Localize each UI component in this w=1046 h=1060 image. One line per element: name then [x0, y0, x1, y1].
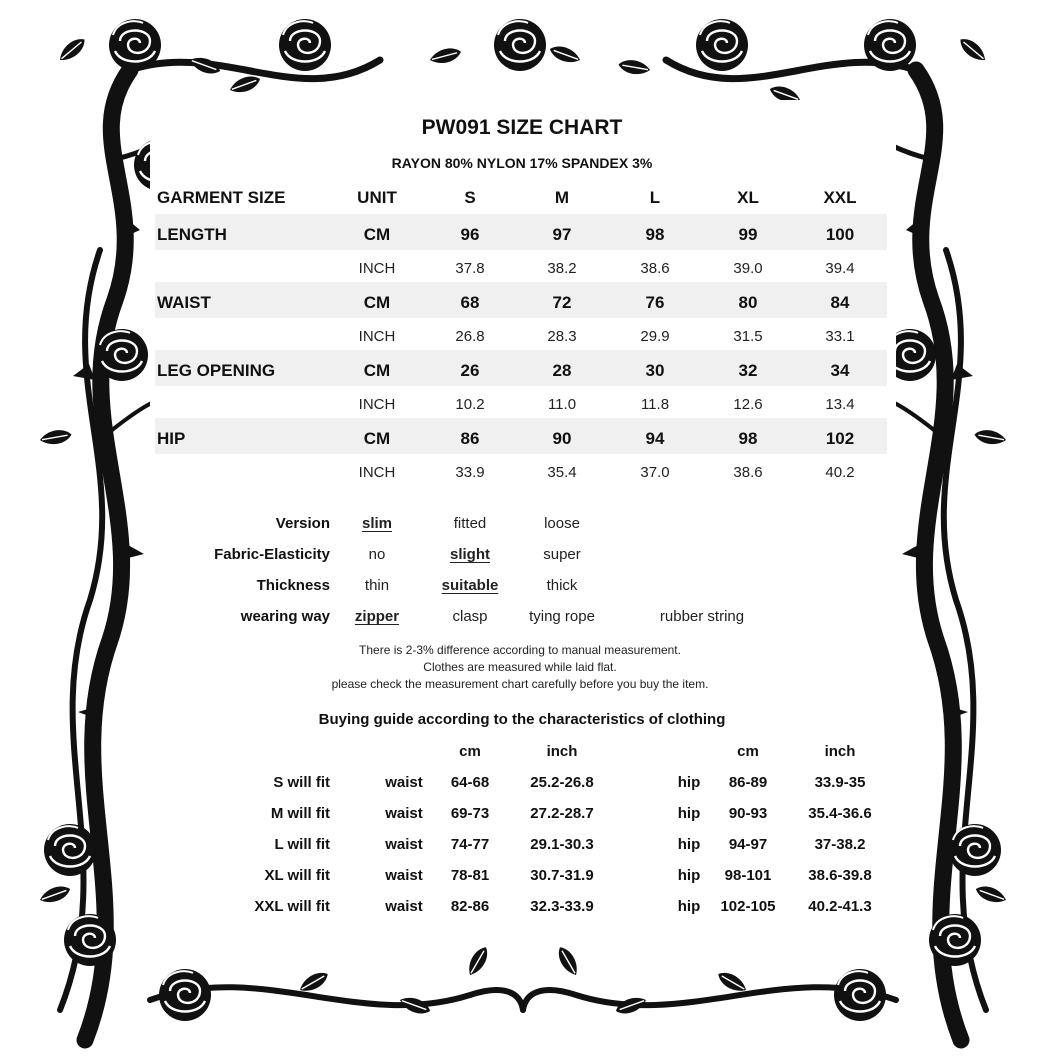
table-cell-inch: 33.9: [455, 464, 485, 481]
cm-row-band: [155, 214, 887, 250]
guide-waist-label: waist: [385, 805, 423, 822]
measurement-name: WAIST: [157, 293, 211, 312]
property-option: thin: [364, 577, 390, 594]
guide-size: L will fit: [274, 836, 330, 853]
unit-cm: CM: [363, 293, 391, 312]
table-cell-cm: 84: [830, 293, 850, 312]
table-cell-inch: 29.9: [640, 328, 670, 345]
table-cell-cm: 94: [645, 429, 665, 448]
table-cell-cm: 34: [830, 361, 850, 380]
guide-col-waist-inch: inch: [546, 743, 578, 760]
property-option: fitted: [453, 515, 487, 532]
unit-cm: CM: [363, 225, 391, 244]
guide-hip-label: hip: [677, 898, 701, 915]
property-label: Version: [275, 515, 330, 532]
property-option: super: [543, 546, 581, 563]
guide-waist-inch: 32.3-33.9: [530, 898, 594, 915]
property-option: clasp: [452, 608, 488, 625]
guide-waist-inch: 29.1-30.3: [530, 836, 594, 853]
property-option-selected: slight: [450, 546, 490, 563]
guide-hip-label: hip: [677, 836, 701, 853]
guide-waist-inch: 30.7-31.9: [530, 867, 594, 884]
guide-waist-cm: 82-86: [450, 898, 490, 915]
guide-hip-cm: 98-101: [724, 867, 772, 884]
table-cell-inch: 39.4: [825, 260, 855, 277]
property-label: Fabric-Elasticity: [214, 546, 330, 563]
guide-hip-inch: 38.6-39.8: [808, 867, 872, 884]
table-cell-cm: 68: [460, 293, 480, 312]
table-cell-cm: 98: [738, 429, 758, 448]
table-cell-cm: 28: [552, 361, 572, 380]
guide-waist-inch: 25.2-26.8: [530, 774, 594, 791]
header-col: M: [554, 188, 570, 207]
guide-waist-cm: 64-68: [450, 774, 490, 791]
guide-waist-label: waist: [385, 867, 423, 884]
table-cell-inch: 33.1: [825, 328, 855, 345]
table-cell-cm: 72: [552, 293, 572, 312]
table-cell-inch: 13.4: [825, 396, 855, 413]
table-cell-inch: 40.2: [825, 464, 855, 481]
guide-col-hip-cm: cm: [737, 743, 759, 760]
property-option: loose: [544, 515, 580, 532]
unit-inch: INCH: [358, 260, 396, 277]
table-cell-inch: 38.6: [640, 260, 670, 277]
measurement-name: HIP: [157, 429, 186, 448]
property-option-selected: suitable: [441, 577, 499, 594]
table-cell-cm: 100: [825, 225, 855, 244]
guide-hip-label: hip: [677, 805, 701, 822]
table-cell-cm: 96: [460, 225, 480, 244]
guide-waist-inch: 27.2-28.7: [530, 805, 594, 822]
measurement-name: LEG OPENING: [157, 361, 276, 380]
table-cell-cm: 99: [738, 225, 758, 244]
header-col: XXL: [823, 188, 857, 207]
table-cell-inch: 38.2: [547, 260, 577, 277]
note-line-1: There is 2-3% difference according to manual measurement.: [359, 643, 681, 657]
header-col: L: [649, 188, 661, 207]
table-cell-inch: 28.3: [547, 328, 577, 345]
property-option: rubber string: [659, 608, 745, 625]
table-cell-cm: 76: [645, 293, 665, 312]
note-line-3: please check the measurement chart carefully before you buy the item.: [331, 677, 709, 691]
table-cell-inch: 10.2: [455, 396, 485, 413]
table-cell-cm: 98: [645, 225, 665, 244]
buying-guide-title: Buying guide according to the characteristics of clothing: [318, 711, 726, 728]
guide-hip-inch: 35.4-36.6: [808, 805, 872, 822]
page-title: PW091 SIZE CHART: [421, 116, 623, 139]
property-option: tying rope: [529, 608, 595, 625]
property-label: Thickness: [256, 577, 330, 594]
guide-hip-inch: 37-38.2: [814, 836, 866, 853]
cm-row-band: [155, 282, 887, 318]
table-cell-inch: 31.5: [733, 328, 763, 345]
table-cell-cm: 80: [738, 293, 758, 312]
fabric-composition: RAYON 80% NYLON 17% SPANDEX 3%: [391, 155, 653, 171]
table-cell-inch: 35.4: [547, 464, 577, 481]
table-cell-cm: 30: [645, 361, 665, 380]
guide-waist-label: waist: [385, 898, 423, 915]
guide-waist-label: waist: [385, 836, 423, 853]
property-option: thick: [546, 577, 578, 594]
table-cell-inch: 38.6: [733, 464, 763, 481]
guide-waist-cm: 69-73: [450, 805, 490, 822]
guide-hip-label: hip: [677, 867, 701, 884]
table-cell-inch: 37.0: [640, 464, 670, 481]
guide-col-waist-cm: cm: [459, 743, 481, 760]
guide-waist-label: waist: [385, 774, 423, 791]
table-cell-cm: 32: [738, 361, 758, 380]
table-cell-inch: 39.0: [733, 260, 763, 277]
header-col: S: [464, 188, 476, 207]
property-option-selected: slim: [361, 515, 393, 532]
unit-cm: CM: [363, 429, 391, 448]
table-cell-cm: 102: [825, 429, 855, 448]
property-option: no: [368, 546, 386, 563]
guide-hip-cm: 94-97: [728, 836, 768, 853]
guide-hip-label: hip: [677, 774, 701, 791]
guide-hip-inch: 33.9-35: [814, 774, 866, 791]
guide-size: M will fit: [270, 805, 330, 822]
unit-cm: CM: [363, 361, 391, 380]
table-cell-inch: 37.8: [455, 260, 485, 277]
guide-size: XL will fit: [264, 867, 330, 884]
cm-row-band: [155, 418, 887, 454]
property-option-selected: zipper: [354, 608, 400, 625]
header-col: XL: [737, 188, 759, 207]
unit-inch: INCH: [358, 396, 396, 413]
table-cell-inch: 26.8: [455, 328, 485, 345]
guide-hip-cm: 90-93: [728, 805, 768, 822]
guide-size: XXL will fit: [254, 898, 330, 915]
table-cell-inch: 11.0: [547, 396, 577, 413]
guide-waist-cm: 78-81: [450, 867, 490, 884]
table-cell-cm: 26: [460, 361, 480, 380]
measurement-name: LENGTH: [157, 225, 227, 244]
guide-size: S will fit: [273, 774, 330, 791]
unit-inch: INCH: [358, 464, 396, 481]
guide-hip-inch: 40.2-41.3: [808, 898, 872, 915]
guide-hip-cm: 102-105: [720, 898, 776, 915]
property-label: wearing way: [240, 608, 330, 625]
guide-hip-cm: 86-89: [728, 774, 768, 791]
table-cell-cm: 90: [552, 429, 572, 448]
table-cell-cm: 86: [460, 429, 480, 448]
header-col: UNIT: [357, 188, 397, 207]
table-cell-cm: 97: [552, 225, 572, 244]
guide-col-hip-inch: inch: [824, 743, 856, 760]
note-line-2: Clothes are measured while laid flat.: [423, 660, 617, 674]
table-cell-inch: 11.8: [640, 396, 670, 413]
unit-inch: INCH: [358, 328, 396, 345]
header-garment-size: GARMENT SIZE: [157, 188, 286, 207]
table-cell-inch: 12.6: [733, 396, 763, 413]
guide-waist-cm: 74-77: [450, 836, 490, 853]
